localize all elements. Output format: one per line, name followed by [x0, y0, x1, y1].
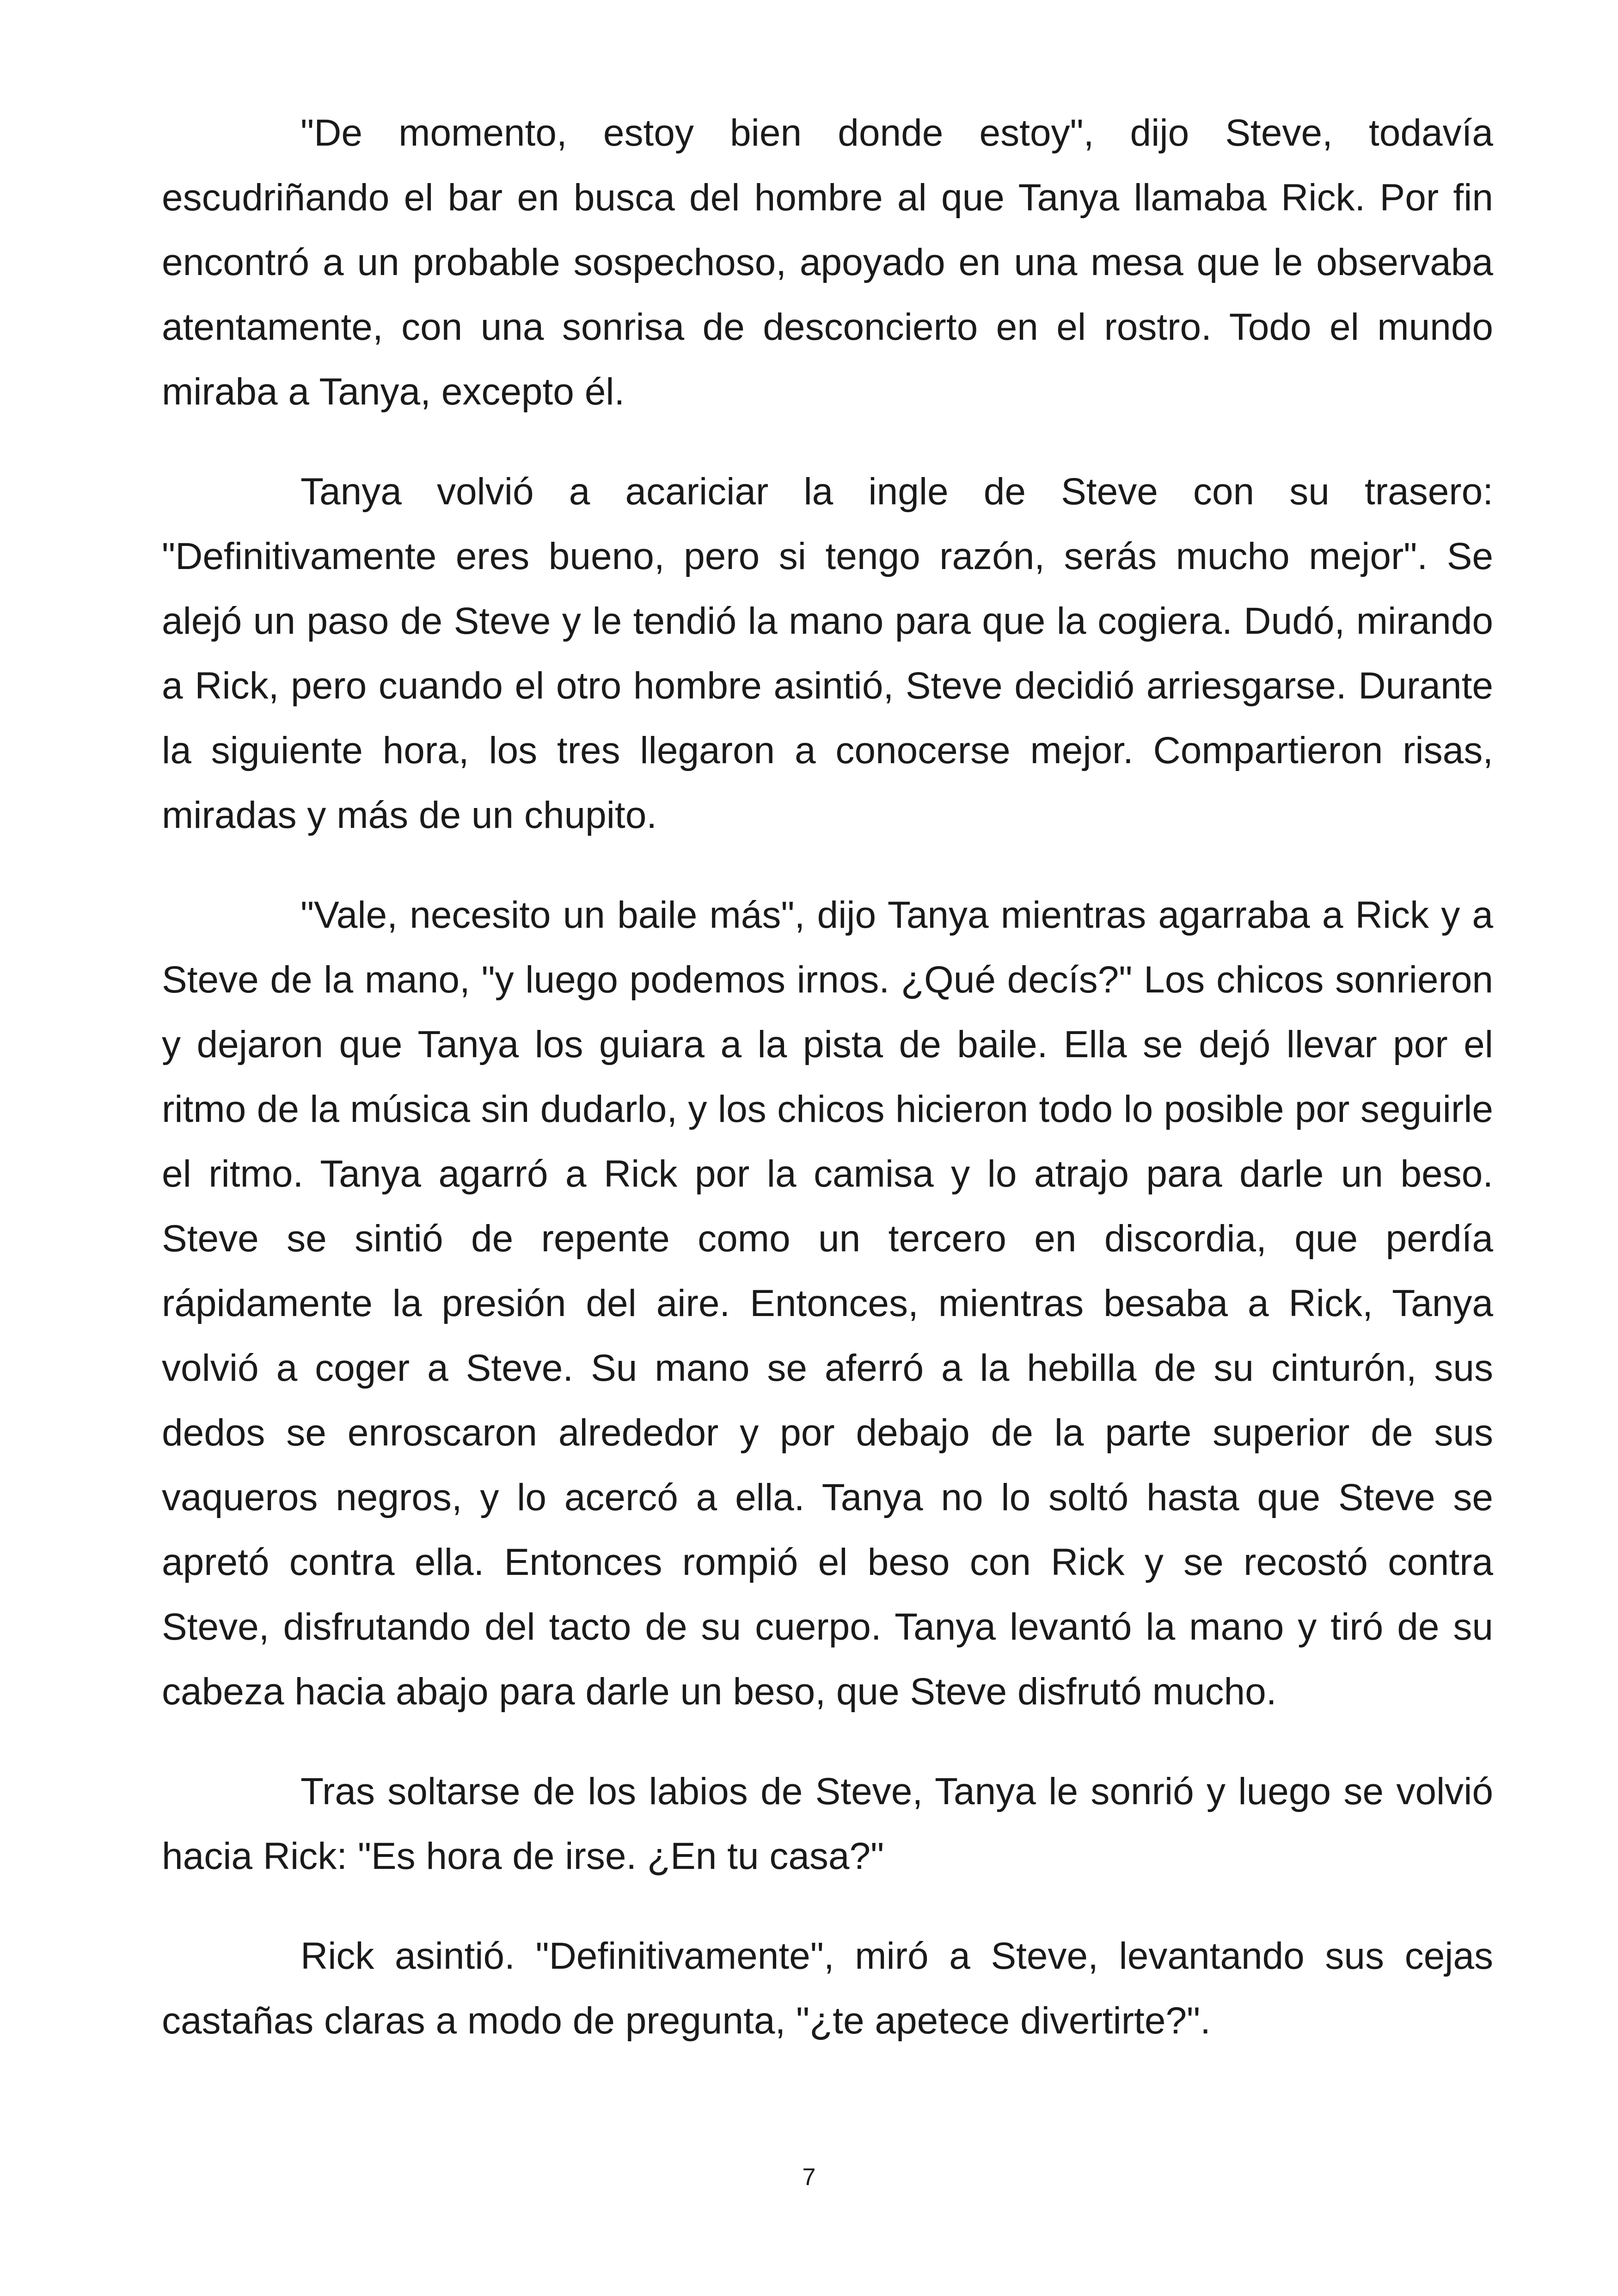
paragraph-3: "Vale, necesito un baile más", dijo Tanya mientras agarraba a Rick y a Steve de la mano, "y luego podemos irnos. ¿Qué decís?" Los chicos sonrieron y dejaron que Tanya los guiara a la pista de baile. Ella se dejó llevar por el ritmo de la música sin dudarlo, y los chicos hicieron todo lo posible por seguirle el ritmo. Tanya agarró a Rick por la camisa y lo atrajo para darle un beso. Steve se sintió de repente como un tercero en discordia, que perdía rápidamente la presión del aire. Entonces, mientras besaba a Rick, Tanya volvió a coger a Steve. Su mano se aferró a la hebilla de su cinturón, sus dedos se enroscaron alrededor y por debajo de la parte superior de sus vaqueros negros, y lo acercó a ella. Tanya no lo soltó hasta que Steve se apretó contra ella. Entonces rompió el beso con Rick y se recostó contra Steve, disfrutando del tacto de su cuerpo. Tanya levantó la mano y tiró de su cabeza hacia abajo para darle un beso, que Steve disfrutó mucho. — [162, 894, 1493, 1713]
paragraph-1: "De momento, estoy bien donde estoy", dijo Steve, todavía escudriñando el bar en busca del hombre al que Tanya llamaba Rick. Por fin encontró a un probable sospechoso, apoyado en una mesa que le observaba atentamente, con una sonrisa de desconcierto en el rostro. Todo el mundo miraba a Tanya, excepto él. — [162, 112, 1493, 413]
paragraph-5: Rick asintió. "Definitivamente", miró a Steve, levantando sus cejas castañas claras a modo de pregunta, "¿te apetece divertirte?". — [162, 1935, 1493, 2042]
body-text — [162, 101, 1493, 2088]
paragraph-2: Tanya volvió a acariciar la ingle de Steve con su trasero: "Definitivamente eres bueno, pero si tengo razón, serás mucho mejor". Se alejó un paso de Steve y le tendió la mano para que la cogiera. Dudó, mirando a Rick, pero cuando el otro hombre asintió, Steve decidió arriesgarse. Durante la siguiente hora, los tres llegaron a conocerse mejor. Compartieron risas, miradas y más de un chupito. — [162, 471, 1493, 836]
page-number: 7 — [802, 2164, 816, 2191]
paragraph-4: Tras soltarse de los labios de Steve, Tanya le sonrió y luego se volvió hacia Rick: "Es hora de irse. ¿En tu casa?" — [162, 1770, 1493, 1877]
